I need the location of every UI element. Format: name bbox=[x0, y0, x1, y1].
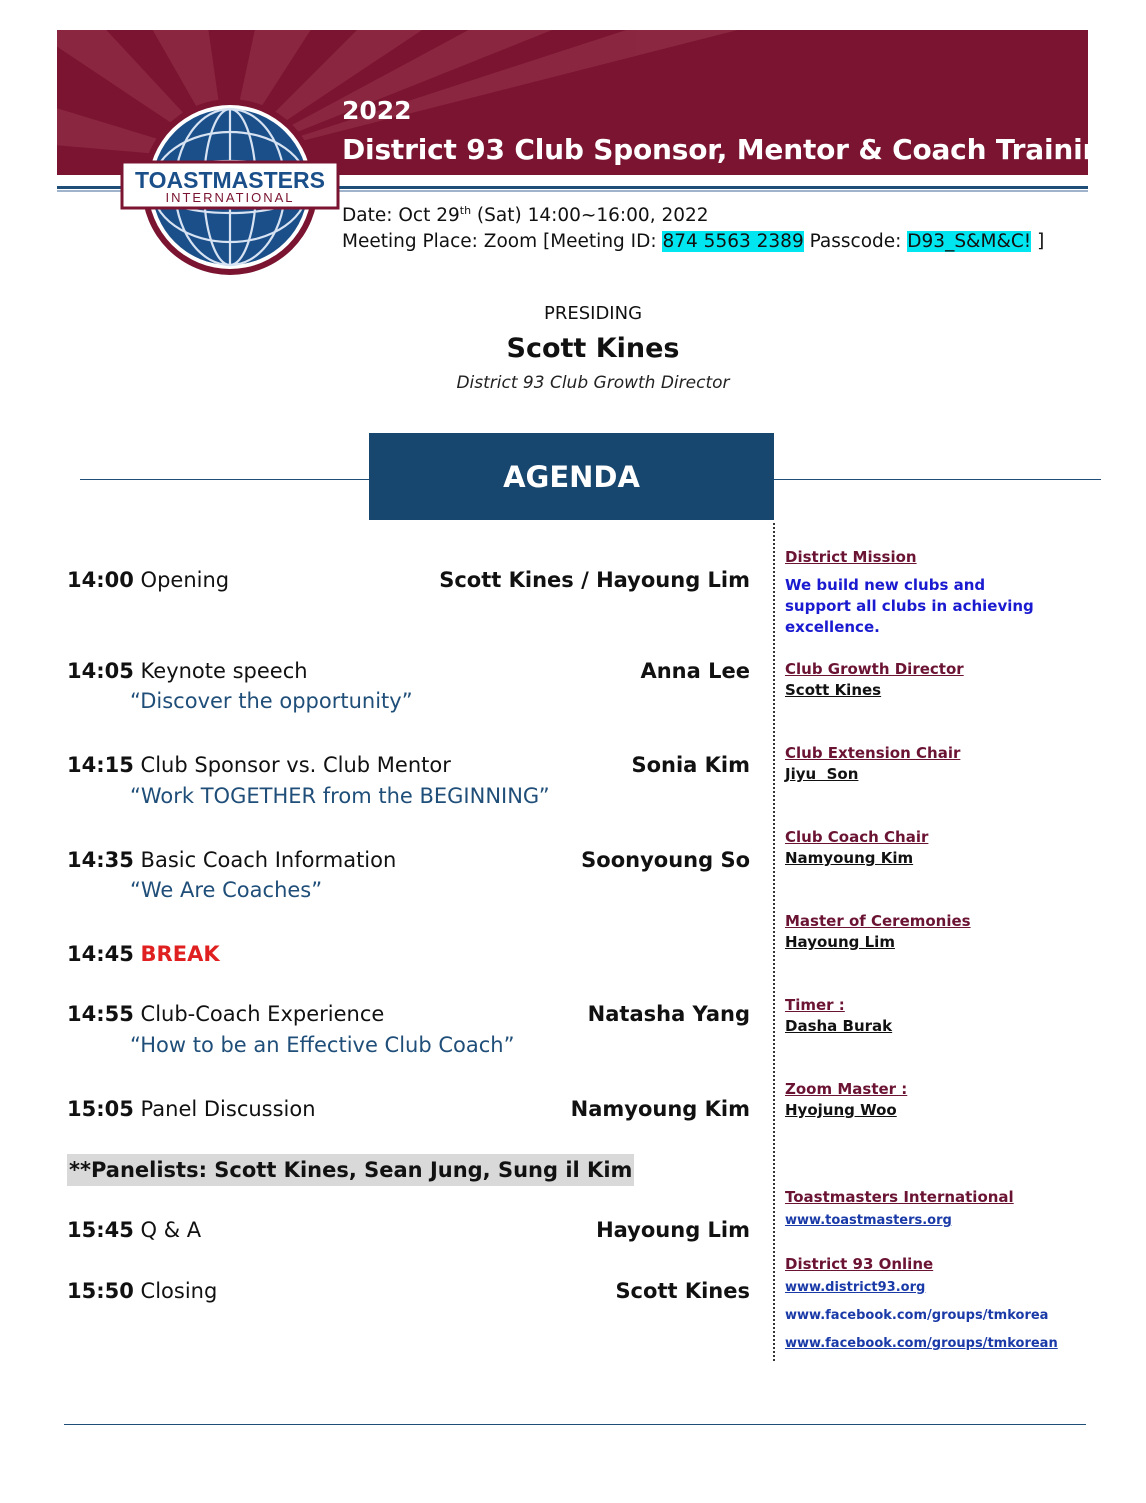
presiding-role: District 93 Club Growth Director bbox=[456, 373, 730, 393]
agenda-item-break: 14:45 BREAK bbox=[67, 942, 220, 966]
agenda-title: AGENDA bbox=[369, 433, 774, 520]
agenda-item: 15:50 Closing bbox=[67, 1279, 218, 1303]
d93-link-website[interactable]: www.district93.org bbox=[785, 1280, 926, 1295]
meeting-date: Date: Oct 29th (Sat) 14:00~16:00, 2022 bbox=[342, 204, 709, 227]
presiding-name: Scott Kines bbox=[506, 333, 680, 364]
agenda-item: 14:05 Keynote speech bbox=[67, 659, 308, 683]
header-year: 2022 bbox=[342, 96, 412, 125]
role-name: Hayoung Lim bbox=[785, 933, 895, 951]
footer-rule bbox=[64, 1424, 1086, 1425]
logo-text-bottom: INTERNATIONAL bbox=[165, 190, 295, 205]
agenda-speaker: Sonia Kim bbox=[631, 753, 750, 777]
role-name: Hyojung Woo bbox=[785, 1101, 897, 1119]
agenda-speaker: Soonyoung So bbox=[581, 848, 750, 872]
presiding-label: PRESIDING bbox=[543, 303, 643, 324]
meeting-place: Meeting Place: Zoom [Meeting ID: 874 5563 2389 Passcode: D93_S&M&C! ] bbox=[342, 231, 1045, 252]
agenda-item: 14:15 Club Sponsor vs. Club Mentor bbox=[67, 753, 451, 777]
role-name: Scott Kines bbox=[785, 681, 882, 699]
toastmasters-logo bbox=[120, 96, 340, 278]
ti-heading: Toastmasters International bbox=[785, 1188, 1014, 1206]
panelists-note: **Panelists: Scott Kines, Sean Jung, Sung il Kim bbox=[67, 1154, 634, 1186]
mission-heading: District Mission bbox=[785, 548, 917, 566]
agenda-item: 14:35 Basic Coach Information bbox=[67, 848, 397, 872]
role-heading: Club Growth Director bbox=[785, 660, 964, 678]
agenda-item: 14:55 Club-Coach Experience bbox=[67, 1002, 385, 1026]
role-name: Jiyu Son bbox=[785, 765, 859, 783]
agenda-speaker: Natasha Yang bbox=[587, 1002, 750, 1026]
agenda-subtitle: “We Are Coaches” bbox=[130, 878, 323, 902]
agenda-speaker: Hayoung Lim bbox=[596, 1218, 750, 1242]
agenda-speaker: Namyoung Kim bbox=[570, 1097, 750, 1121]
agenda-item: 14:00 Opening bbox=[67, 568, 230, 592]
column-divider bbox=[773, 523, 775, 1361]
agenda-item: 15:05 Panel Discussion bbox=[67, 1097, 316, 1121]
role-heading: Zoom Master : bbox=[785, 1080, 908, 1098]
passcode: D93_S&M&C! bbox=[907, 231, 1032, 252]
header-title: District 93 Club Sponsor, Mentor & Coach Training bbox=[342, 133, 1123, 166]
agenda-subtitle: “Work TOGETHER from the BEGINNING” bbox=[130, 784, 550, 808]
role-name: Namyoung Kim bbox=[785, 849, 914, 867]
agenda-speaker: Anna Lee bbox=[640, 659, 750, 683]
agenda-speaker: Scott Kines bbox=[615, 1279, 750, 1303]
role-name: Dasha Burak bbox=[785, 1017, 893, 1035]
agenda-subtitle: “Discover the opportunity” bbox=[130, 689, 413, 713]
agenda-subtitle: “How to be an Effective Club Coach” bbox=[130, 1033, 515, 1057]
role-heading: Club Extension Chair bbox=[785, 744, 961, 762]
ti-link[interactable]: www.toastmasters.org bbox=[785, 1213, 952, 1228]
meeting-id: 874 5563 2389 bbox=[662, 231, 804, 252]
role-heading: Timer : bbox=[785, 996, 845, 1014]
role-heading: Club Coach Chair bbox=[785, 828, 929, 846]
role-heading: Master of Ceremonies bbox=[785, 912, 971, 930]
mission-text: We build new clubs and support all clubs in achieving excellence. bbox=[785, 576, 1034, 636]
d93-link-facebook[interactable]: www.facebook.com/groups/tmkorea bbox=[785, 1308, 1049, 1323]
agenda-speaker: Scott Kines / Hayoung Lim bbox=[439, 568, 750, 592]
d93-link-facebook-korean[interactable]: www.facebook.com/groups/tmkorean bbox=[785, 1336, 1058, 1351]
logo-text-top: TOASTMASTERS bbox=[135, 167, 325, 193]
d93-heading: District 93 Online bbox=[785, 1255, 934, 1273]
agenda-item: 15:45 Q & A bbox=[67, 1218, 202, 1242]
